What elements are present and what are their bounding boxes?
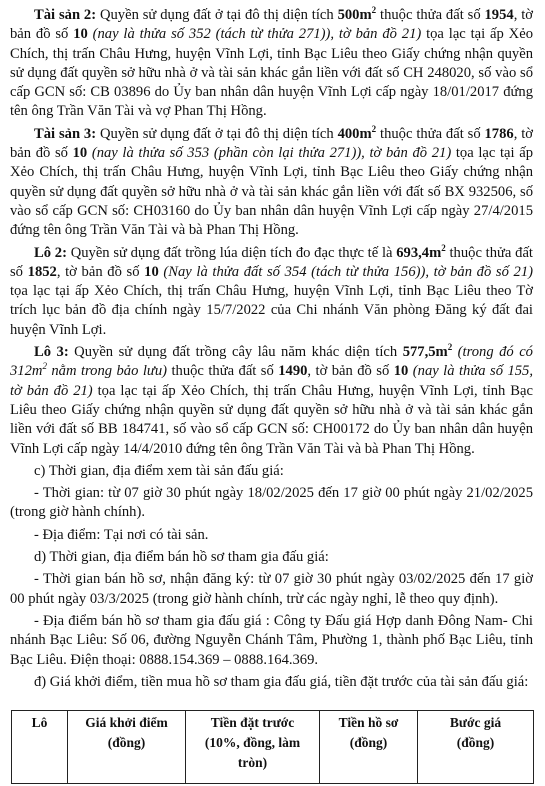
asset-3-text: tọa lạc tại ấp Xẻo Chích, thị trấn Châu Hưng, huyện Vĩnh Lợi, tỉnh Bạc Liêu theo Giấy chứng nhận quyền sử dụng đất quyền sở hữu nhà ở và tài sản khác gắn liền với đất số BX 932506, số vào sổ cấp GCN số: CH03160 do Ủy ban nhân dân huyện Vĩnh Lợi cấp ngày 27/4/2015 đứng tên ông Trần Văn Tài và bà Phan Thị Hồng.: [10, 145, 533, 239]
lot-3-text: tọa lạc tại ấp Xẻo Chích, thị trấn Châu Hưng, huyện Vĩnh Lợi, tỉnh Bạc Liêu theo Giấy chứng nhận quyền sử dụng đất quyền sở hữu nhà ở và tài sản khác gắn liền với đất số BB 184741, số vào sổ cấp GCN số: CH00172 do Ủy ban nhân dân huyện Vĩnh Lợi cấp ngày 14/4/2010 đứng tên ông Trần Văn Tài và bà Phan Thị Hồng.: [10, 382, 533, 457]
asset-3-map: 10: [72, 145, 88, 162]
asset-3-area: $400m^2$: [337, 123, 377, 142]
lot-2-text: tọa lạc tại ấp Xẻo Chích, thị trấn Châu Hưng, huyện Vĩnh Lợi, tỉnh Bạc Liêu theo Tờ trích lục bản đồ địa chính ngày 15/7/2022 của Chi nhánh Văn phòng Đăng ký đất đai huyện Vĩnh Lợi.: [10, 283, 533, 338]
lot-2-text: Quyền sử dụng đất trồng lúa diện tích đo đạc thực tế là: [66, 244, 397, 261]
asset-3-parcel: 1786: [484, 125, 514, 142]
asset-2-text: Quyền sử dụng đất ở tại đô thị diện tích: [96, 7, 338, 23]
section-d-heading: d) Thời gian, địa điểm bán hồ sơ tham gia đấu giá:: [34, 549, 329, 566]
lot-2-area: $693,4m^2$: [396, 242, 446, 261]
asset-2-text: thuộc thửa đất số: [376, 7, 485, 23]
lot-3-label: Lô 3:: [34, 344, 69, 361]
lot-3-text: thuộc thửa đất số: [167, 363, 279, 380]
asset-3-label: Tài sản 3:: [34, 125, 97, 142]
auction-price-table: [11, 710, 534, 784]
lot-3-reserved-note: (trong đó có $312m^2$ nằm trong bảo lưu): [10, 344, 533, 380]
asset-2-label: Tài sản 2:: [34, 7, 97, 23]
asset-2-note: (nay là thửa số 352 (tách từ thửa 271)), tờ bản đồ 21): [92, 26, 422, 43]
section-c-heading: c) Thời gian, địa điểm xem tài sản đấu giá:: [34, 462, 284, 479]
lot-3-parcel: 1490: [278, 363, 308, 380]
table-header-row: [12, 711, 534, 784]
asset-3-text: , tờ bản đồ số: [10, 125, 533, 162]
lot-2-text: , tờ bản đồ số: [56, 263, 145, 280]
section-c-place: - Địa điểm: Tại nơi có tài sản.: [34, 526, 209, 543]
lot-3-note: (nay là thửa số 155, tờ bản đồ 21): [10, 363, 533, 399]
lot-2-label: Lô 2:: [34, 244, 67, 261]
asset-3-text: Quyền sử dụng đất ở tại đô thị diện tích: [96, 125, 338, 142]
asset-3-text: thuộc thửa đất số: [376, 125, 485, 142]
lot-3-map: 10: [393, 363, 409, 380]
lot-3-text: , tờ bản đồ số: [307, 363, 394, 380]
asset-2-map: 10: [73, 26, 88, 43]
lot-3-area: $577,5m^2$: [402, 342, 453, 361]
header-document-fee: Tiền hồ sơ (đồng): [320, 711, 418, 784]
asset-3-paragraph: [10, 125, 533, 241]
section-d-time: - Thời gian bán hồ sơ, nhận đăng ký: từ 07 giờ 30 phút ngày 03/02/2025 đến 17 giờ 00 phút ngày 03/3/2025 (trong giờ hành chính, trừ các ngày nghỉ, lễ theo quy định).: [10, 571, 533, 607]
asset-2-paragraph: [10, 6, 533, 122]
asset-2-parcel: 1954: [484, 7, 514, 23]
section-dd-heading: đ) Giá khởi điểm, tiền mua hồ sơ tham gia đấu giá, tiền đặt trước của tài sản đấu giá:: [34, 673, 529, 690]
lot-3-paragraph: [10, 343, 533, 459]
lot-2-map: 10: [144, 263, 159, 280]
lot-3-text: Quyền sử dụng đất trồng cây lâu năm khác diện tích: [68, 344, 403, 361]
asset-2-text: , tờ bản đồ số: [10, 7, 533, 43]
header-starting-price: Giá khởi điểm (đồng): [68, 711, 186, 784]
lot-2-parcel: 1852: [27, 263, 57, 280]
lot-2-text: thuộc thửa đất số: [10, 244, 533, 280]
section-c-time: - Thời gian: từ 07 giờ 30 phút ngày 18/02/2025 đến 17 giờ 00 phút ngày 21/02/2025 (trong giờ hành chính).: [10, 485, 533, 521]
lot-2-paragraph: [10, 244, 533, 340]
header-price-step: Bước giá (đồng): [418, 711, 534, 784]
asset-3-note: (nay là thửa số 353 (phần còn lại thửa 271)), tờ bản đồ 21): [91, 145, 452, 162]
header-lot: Lô: [12, 711, 68, 784]
section-d-place: - Địa điểm bán hồ sơ tham gia đấu giá : Công ty Đấu giá Hợp danh Đông Nam- Chi nhánh Bạc Liêu: Số 06, đường Nguyễn Chánh Tâm, Phường 1, thành phố Bạc Liêu, tỉnh Bạc Liêu. Điện thoại: 0888.154.369 – 0888.164.369.: [10, 612, 533, 668]
asset-2-area: $500m^2$: [337, 5, 377, 23]
lot-2-note: (Nay là thửa đất số 354 (tách từ thửa 156)), tờ bản đồ số 21): [163, 263, 534, 280]
header-deposit: Tiền đặt trước (10%, đồng, làm tròn): [186, 711, 320, 784]
asset-2-text: tọa lạc tại ấp Xẻo Chích, thị trấn Châu Hưng, huyện Vĩnh Lợi, tỉnh Bạc Liêu theo Giấy chứng nhận quyền sử dụng đất quyền sở hữu nhà ở và tài sản khác gắn liền với đất số CH 248020, số vào sổ cấp GCN số: CB 03896 do Ủy ban nhân dân huyện Vĩnh Lợi cấp ngày 18/01/2017 đứng tên ông Trần Văn Tài và vợ Phan Thị Hồng.: [10, 26, 533, 120]
